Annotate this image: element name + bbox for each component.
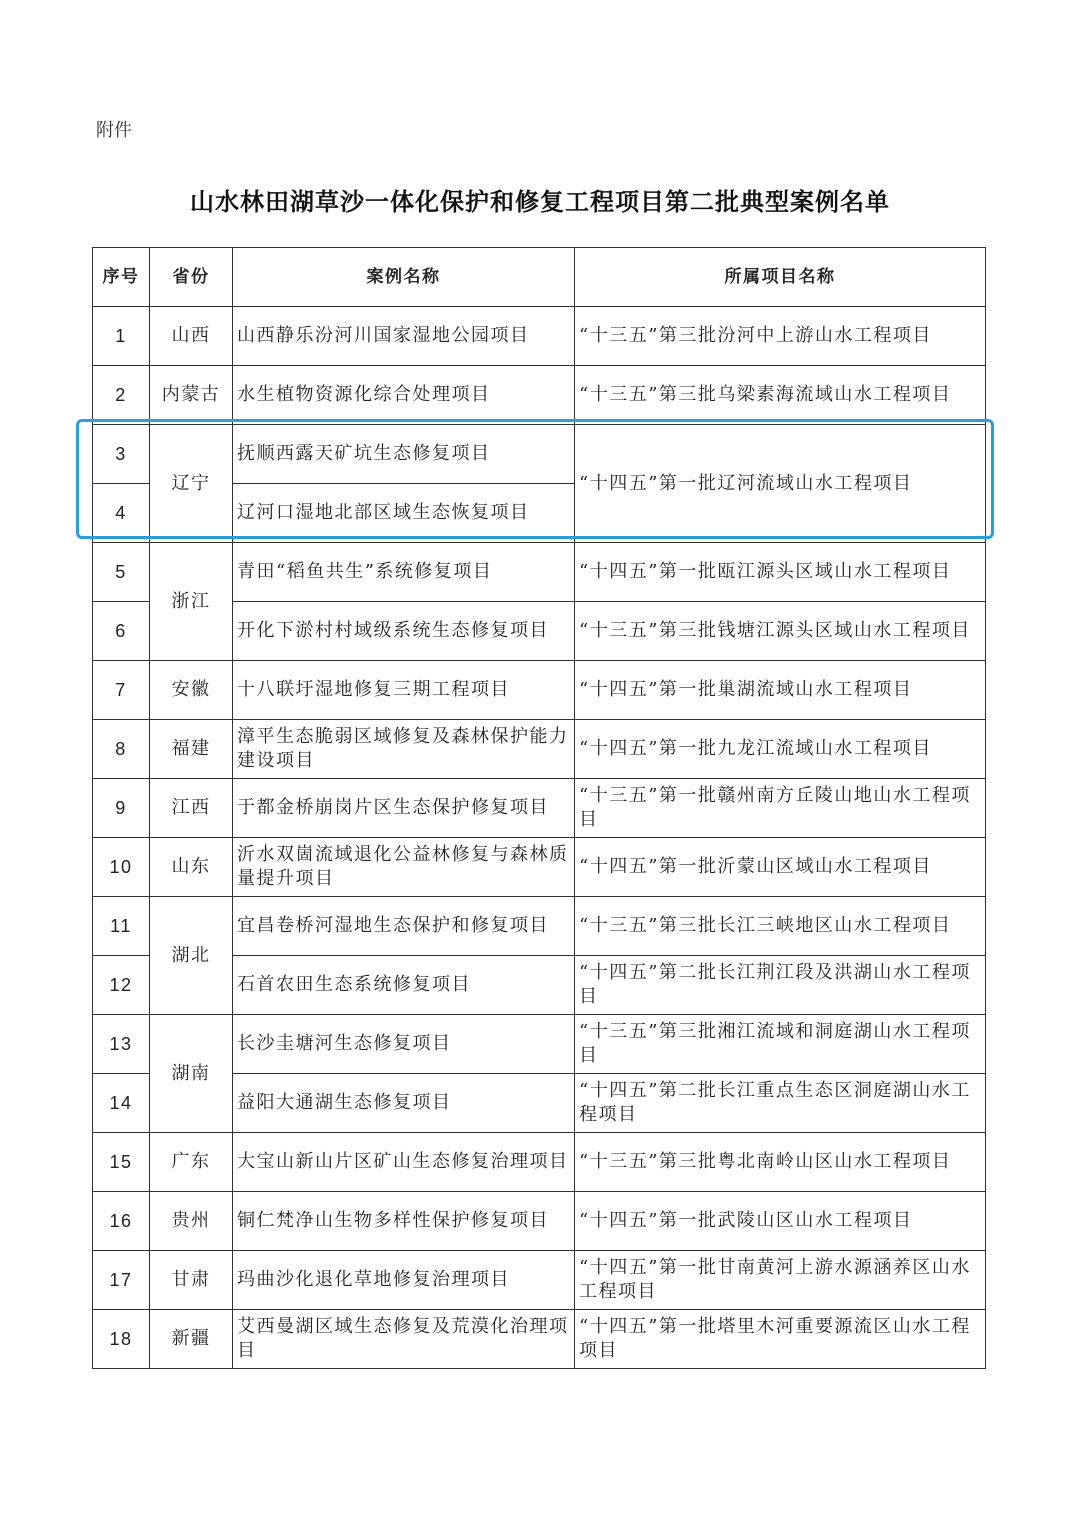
- row-no: 8: [93, 720, 150, 779]
- case-name-cell: 漳平生态脆弱区域修复及森林保护能力建设项目: [233, 720, 575, 779]
- project-name-cell: “十三五”第三批乌梁素海流域山水工程项目: [575, 366, 986, 425]
- row-no: 7: [93, 661, 150, 720]
- row-no: 4: [93, 484, 150, 543]
- case-name-cell: 艾西曼湖区域生态修复及荒漠化治理项目: [233, 1310, 575, 1369]
- header-project: 所属项目名称: [575, 248, 986, 307]
- case-name-cell: 宜昌卷桥河湿地生态保护和修复项目: [233, 897, 575, 956]
- project-name-cell: “十四五”第一批瓯江源头区域山水工程项目: [575, 543, 986, 602]
- project-name-cell: “十三五”第三批钱塘江源头区域山水工程项目: [575, 602, 986, 661]
- case-name-cell: 辽河口湿地北部区域生态恢复项目: [233, 484, 575, 543]
- attachment-label: 附件: [96, 120, 132, 141]
- case-name-cell: 大宝山新山片区矿山生态修复治理项目: [233, 1133, 575, 1192]
- row-no: 1: [93, 307, 150, 366]
- province-cell: 安徽: [150, 661, 233, 720]
- table-row: [93, 1133, 986, 1192]
- project-name-cell: “十四五”第二批长江重点生态区洞庭湖山水工程项目: [575, 1074, 986, 1133]
- project-name-cell: “十四五”第二批长江荆江段及洪湖山水工程项目: [575, 956, 986, 1015]
- table-row: [93, 307, 986, 366]
- row-no: 3: [93, 425, 150, 484]
- case-name-cell: 益阳大通湖生态修复项目: [233, 1074, 575, 1133]
- province-cell: 湖南: [150, 1015, 233, 1133]
- row-no: 17: [93, 1251, 150, 1310]
- table-row: [93, 543, 986, 602]
- project-name-cell: “十四五”第一批九龙江流域山水工程项目: [575, 720, 986, 779]
- case-name-cell: 沂水双崮流域退化公益林修复与森林质量提升项目: [233, 838, 575, 897]
- row-no: 16: [93, 1192, 150, 1251]
- province-cell: 浙江: [150, 543, 233, 661]
- province-cell: 广东: [150, 1133, 233, 1192]
- row-no: 11: [93, 897, 150, 956]
- row-no: 13: [93, 1015, 150, 1074]
- project-name-cell: “十三五”第三批粤北南岭山区山水工程项目: [575, 1133, 986, 1192]
- case-name-cell: 青田“稻鱼共生”系统修复项目: [233, 543, 575, 602]
- province-cell: 甘肃: [150, 1251, 233, 1310]
- document-title: 山水林田湖草沙一体化保护和修复工程项目第二批典型案例名单: [190, 188, 890, 216]
- project-name-cell: “十三五”第三批汾河中上游山水工程项目: [575, 307, 986, 366]
- project-name-cell: “十四五”第一批武陵山区山水工程项目: [575, 1192, 986, 1251]
- case-name-cell: 石首农田生态系统修复项目: [233, 956, 575, 1015]
- row-no: 6: [93, 602, 150, 661]
- row-no: 15: [93, 1133, 150, 1192]
- project-name-cell: “十四五”第一批甘南黄河上游水源涵养区山水工程项目: [575, 1251, 986, 1310]
- project-name-cell: “十三五”第三批长江三峡地区山水工程项目: [575, 897, 986, 956]
- header-province: 省份: [150, 248, 233, 307]
- province-cell: 江西: [150, 779, 233, 838]
- table-row: [93, 661, 986, 720]
- row-no: 14: [93, 1074, 150, 1133]
- table-row: [93, 779, 986, 838]
- case-name-cell: 十八联圩湿地修复三期工程项目: [233, 661, 575, 720]
- table-row: [93, 1192, 986, 1251]
- table-row: [93, 1251, 986, 1310]
- row-no: 2: [93, 366, 150, 425]
- header-no: 序号: [93, 248, 150, 307]
- case-list-table: [92, 247, 986, 1369]
- row-no: 10: [93, 838, 150, 897]
- table-row: [93, 1310, 986, 1369]
- table-row: [93, 897, 986, 956]
- province-cell: 内蒙古: [150, 366, 233, 425]
- project-name-cell: “十三五”第一批赣州南方丘陵山地山水工程项目: [575, 779, 986, 838]
- row-no: 5: [93, 543, 150, 602]
- project-name-cell: “十四五”第一批巢湖流域山水工程项目: [575, 661, 986, 720]
- province-cell: 山西: [150, 307, 233, 366]
- header-case: 案例名称: [233, 248, 575, 307]
- table-row: [93, 366, 986, 425]
- province-cell: 湖北: [150, 897, 233, 1015]
- province-cell: 辽宁: [150, 425, 233, 543]
- table-row: [93, 1015, 986, 1074]
- case-name-cell: 玛曲沙化退化草地修复治理项目: [233, 1251, 575, 1310]
- province-cell: 新疆: [150, 1310, 233, 1369]
- case-name-cell: 于都金桥崩岗片区生态保护修复项目: [233, 779, 575, 838]
- row-no: 12: [93, 956, 150, 1015]
- case-name-cell: 开化下淤村村域级系统生态修复项目: [233, 602, 575, 661]
- project-name-cell: “十四五”第一批沂蒙山区域山水工程项目: [575, 838, 986, 897]
- case-name-cell: 山西静乐汾河川国家湿地公园项目: [233, 307, 575, 366]
- project-name-cell: “十四五”第一批辽河流域山水工程项目: [575, 425, 986, 543]
- project-name-cell: “十四五”第一批塔里木河重要源流区山水工程项目: [575, 1310, 986, 1369]
- row-no: 18: [93, 1310, 150, 1369]
- province-cell: 贵州: [150, 1192, 233, 1251]
- case-name-cell: 水生植物资源化综合处理项目: [233, 366, 575, 425]
- case-name-cell: 铜仁梵净山生物多样性保护修复项目: [233, 1192, 575, 1251]
- row-no: 9: [93, 779, 150, 838]
- case-name-cell: 长沙圭塘河生态修复项目: [233, 1015, 575, 1074]
- table-row: [93, 720, 986, 779]
- table-row: [93, 838, 986, 897]
- province-cell: 山东: [150, 838, 233, 897]
- table-row: [93, 425, 986, 484]
- table-header-row: [93, 248, 986, 307]
- project-name-cell: “十三五”第三批湘江流域和洞庭湖山水工程项目: [575, 1015, 986, 1074]
- case-name-cell: 抚顺西露天矿坑生态修复项目: [233, 425, 575, 484]
- province-cell: 福建: [150, 720, 233, 779]
